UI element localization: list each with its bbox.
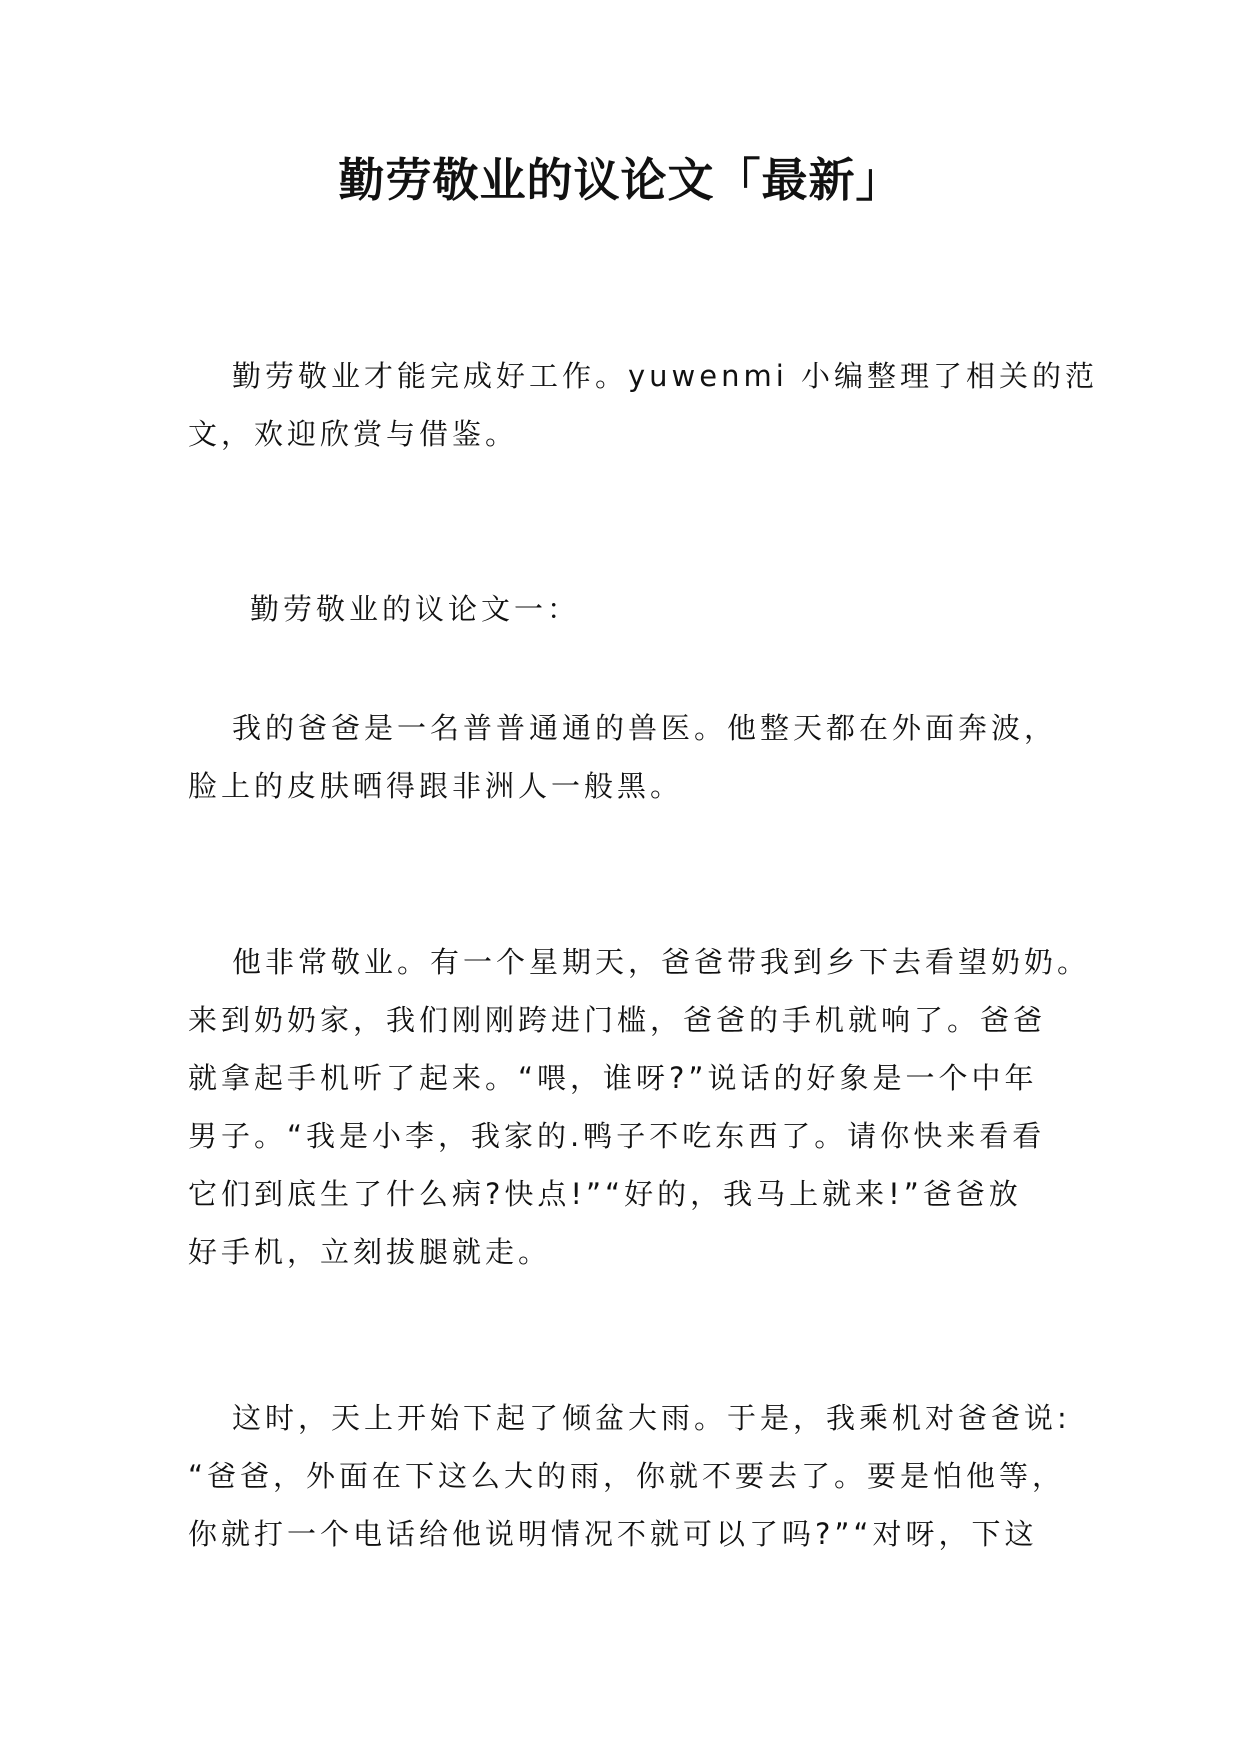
- paragraph-line: 好手机，立刻拔腿就走。: [188, 1235, 552, 1269]
- paragraph-line: 勤劳敬业才能完成好工作。yuwenmi 小编整理了相关的范: [232, 359, 1099, 393]
- paragraph-line: 来到奶奶家，我们刚刚跨进门槛，爸爸的手机就响了。爸爸: [188, 1003, 1047, 1037]
- body-paragraph: [188, 933, 1091, 1281]
- paragraph-line: 文，欢迎欣赏与借鉴。: [188, 417, 519, 451]
- paragraph-line: 我的爸爸是一名普普通通的兽医。他整天都在外面奔波，: [232, 711, 1058, 745]
- paragraph-line: 这时，天上开始下起了倾盆大雨。于是，我乘机对爸爸说:: [232, 1401, 1071, 1435]
- paragraph-line: 男子。“我是小李，我家的.鸭子不吃东西了。请你快来看看: [188, 1119, 1046, 1153]
- paragraph-line: 他非常敬业。有一个星期天，爸爸带我到乡下去看望奶奶。: [232, 945, 1091, 979]
- body-paragraph: [188, 1389, 1071, 1563]
- section-heading: 勤劳敬业的议论文一：: [250, 592, 581, 626]
- paragraph-line: “爸爸，外面在下这么大的雨，你就不要去了。要是怕他等，: [188, 1459, 1066, 1493]
- paragraph-line: 脸上的皮肤晒得跟非洲人一般黑。: [188, 769, 684, 803]
- document-title: 勤劳敬业的议论文「最新」: [338, 153, 903, 207]
- paragraph-line: 你就打一个电话给他说明情况不就可以了吗?”“对呀，下这: [188, 1517, 1038, 1551]
- intro-paragraph: [188, 347, 1099, 463]
- paragraph-line: 就拿起手机听了起来。“喂，谁呀?”说话的好象是一个中年: [188, 1061, 1038, 1095]
- body-paragraph: [188, 699, 1058, 815]
- paragraph-line: 它们到底生了什么病?快点!”“好的，我马上就来!”爸爸放: [188, 1177, 1022, 1211]
